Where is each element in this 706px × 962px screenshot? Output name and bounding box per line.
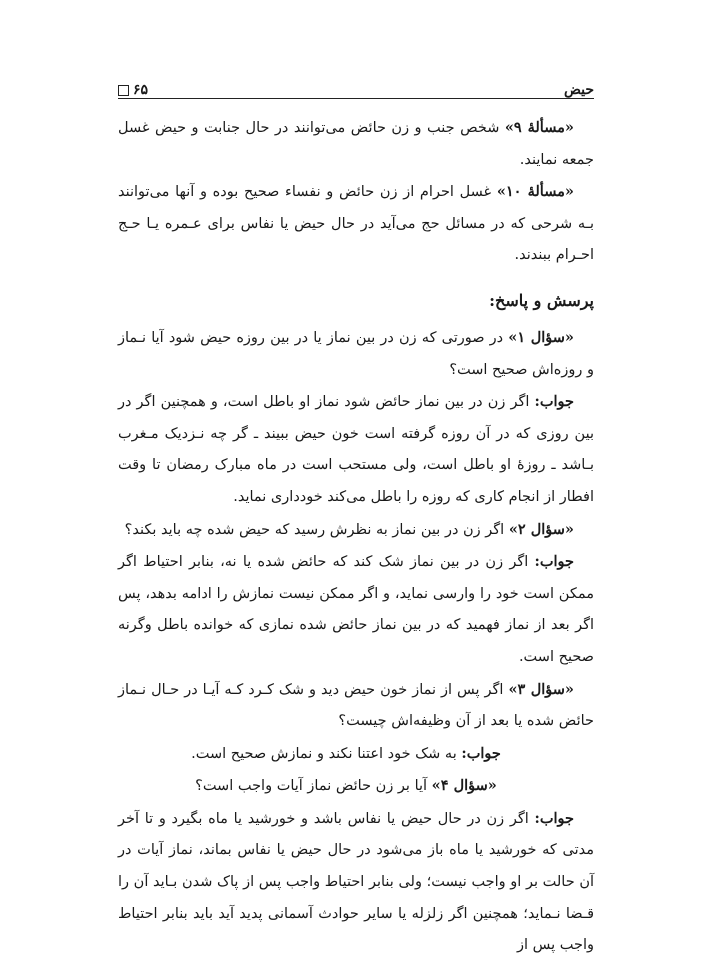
question-3 xyxy=(118,674,594,738)
masale-10-text: غسل احرام از زن حائض و نفساء صحیح بوده و آنها می‌توانند بـه شرحی که در مسائل حج می‌آید در حال حیض یا نفاس برای عـمره یـا حـج احـرام ببندند. xyxy=(118,184,594,264)
question-1-label: «سؤال ۱» xyxy=(508,328,574,346)
question-1 xyxy=(118,322,594,386)
question-2 xyxy=(118,514,594,547)
square-ornament-icon xyxy=(118,85,129,96)
page-number: ۶۵ xyxy=(133,82,149,98)
question-4 xyxy=(118,770,594,803)
page-body xyxy=(118,112,594,962)
answer-1-label: جواب: xyxy=(534,393,574,411)
question-4-text: آیا بر زن حائض نماز آیات واجب است؟ xyxy=(195,778,432,795)
question-3-label: «سؤال ۳» xyxy=(508,680,574,698)
section-title: پرسش و پاسخ: xyxy=(489,290,594,310)
masale-10-paragraph xyxy=(118,176,594,272)
question-2-text: اگر زن در بین نماز به نظرش رسید که حیض شده چه باید بکند؟ xyxy=(124,521,509,538)
page-header xyxy=(118,72,594,99)
answer-3-label: جواب: xyxy=(461,744,501,762)
answer-2-label: جواب: xyxy=(534,553,574,571)
answer-4 xyxy=(118,803,594,962)
answer-4-label: جواب: xyxy=(534,809,574,827)
answer-1 xyxy=(118,386,594,513)
answer-4-text: اگر زن در حال حیض یا نفاس باشد و خورشید یا ماه بگیرد و تا آخر مدتی که خورشید یا ماه باز می‌شود در حال حیض یا نفاس بماند، نماز آیات در آن حالت بر او واجب نیست؛ ولی بنابر احتیاط واجب پس از پاک شدن بـاید آن را قـضا نـماید؛ همچنین اگر زلزله یا سایر حوادث آسمانی پدید آید باید بنابر احتیاط واجب پس از xyxy=(118,810,594,954)
answer-3 xyxy=(118,738,594,771)
answer-2-text: اگر زن در بین نماز شک کند که حائض شده یا نه، بنابر احتیاط اگر ممکن است خود را وارسی نماید، و اگر ممکن نیست نمازش را ادامه بدهد، پس اگر بعد از نماز فهمید که در بین نماز حائض شده نمازی که خوانده باطل وگرنه صحیح است. xyxy=(118,554,594,665)
answer-1-text: اگر زن در بین نماز حائض شود نماز او باطل است، و همچنین اگر در بین روزی که در آن روزه گرفته است خون حیض ببیند ـ گر چه نـزدیک مـغرب بـاشد ـ روزهٔ او باطل است، ولی مستحب است در ماه مبارک رمضان تا وقت افطار از انجام کاری که روزه را باطل می‌کند خودداری نماید. xyxy=(118,394,594,505)
question-4-label: «سؤال ۴» xyxy=(431,777,497,795)
masale-10-label: «مسألهٔ ۱۰» xyxy=(496,183,574,201)
masale-9-text: شخص جنب و زن حائض می‌توانند در حال جنابت و حیض غسل جمعه نمایند. xyxy=(118,120,594,168)
question-1-text: در صورتی که زن در بین نماز یا در بین روزه حیض شود آیا نـماز و روزه‌اش صحیح است؟ xyxy=(118,329,594,378)
masale-9-paragraph xyxy=(118,112,594,176)
answer-2 xyxy=(118,546,594,673)
masale-9-label: «مسألهٔ ۹» xyxy=(504,119,574,136)
answer-3-text: به شک خود اعتنا نکند و نمازش صحیح است. xyxy=(191,745,462,762)
running-title: حیض xyxy=(563,82,594,98)
question-3-text: اگر پس از نماز خون حیض دید و شک کـرد کـه آیـا در حـال نـماز حائض شده یا بعد از آن وظیفه‌اش چیست؟ xyxy=(118,681,594,730)
page-number-group xyxy=(118,82,148,98)
question-2-label: «سؤال ۲» xyxy=(508,520,574,538)
